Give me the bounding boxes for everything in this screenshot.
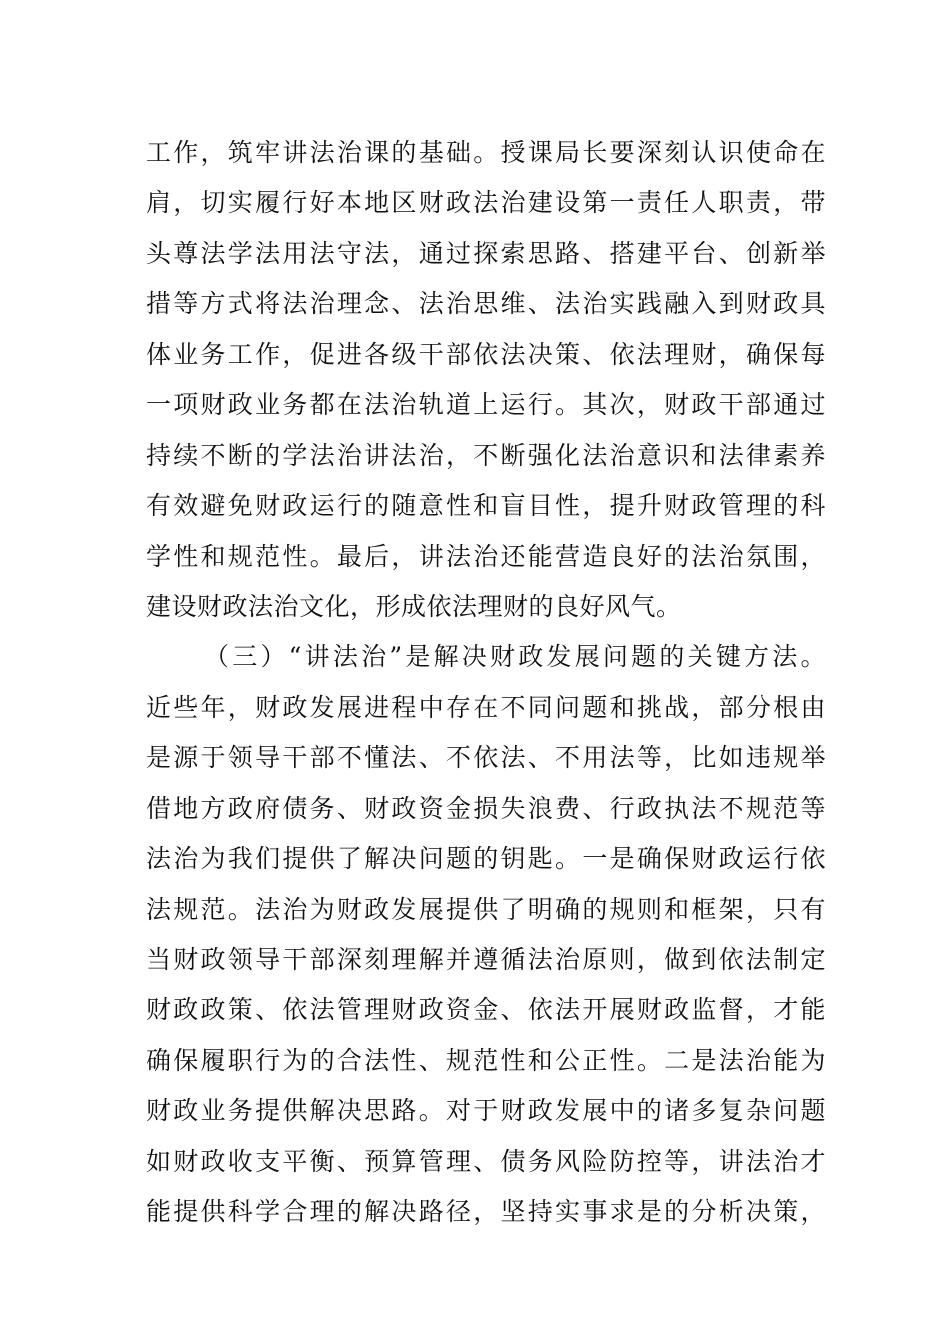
text-line: 确保履职行为的合法性、规范性和公正性。二是法治能为: [146, 1045, 826, 1075]
text-line: 学性和规范性。最后，讲法治还能营造良好的法治氛围，: [146, 541, 826, 571]
text-line: 肩，切实履行好本地区财政法治建设第一责任人职责，带: [146, 188, 826, 218]
text-line: 法治为我们提供了解决问题的钥匙。一是确保财政运行依: [146, 844, 826, 874]
text-line: 是源于领导干部不懂法、不依法、不用法等，比如违规举: [146, 743, 826, 773]
text-line: 持续不断的学法治讲法治，不断强化法治意识和法律素养: [146, 440, 826, 470]
text-line: 财政政策、依法管理财政资金、依法开展财政监督，才能: [146, 995, 826, 1025]
text-line: 如财政收支平衡、预算管理、债务风险防控等，讲法治才: [146, 1146, 826, 1176]
body-text: [146, 128, 826, 1238]
section-heading-line: （三）“讲法治”是解决财政发展问题的关键方法。: [204, 642, 826, 672]
text-line: 法规范。法治为财政发展提供了明确的规则和框架，只有: [146, 894, 826, 924]
text-line: 措等方式将法治理念、法治思维、法治实践融入到财政具: [146, 289, 826, 319]
text-line: 一项财政业务都在法治轨道上运行。其次，财政干部通过: [146, 390, 826, 420]
text-line: 当财政领导干部深刻理解并遵循法治原则，做到依法制定: [146, 945, 826, 974]
paragraph-end-line: 建设财政法治文化，形成依法理财的良好风气。: [146, 591, 682, 621]
text-line: 近些年，财政发展进程中存在不同问题和挑战，部分根由: [146, 692, 826, 722]
text-line: 能提供科学合理的解决路径，坚持实事求是的分析决策，: [146, 1197, 826, 1227]
text-line: 头尊法学法用法守法，通过探索思路、搭建平台、创新举: [146, 238, 826, 268]
text-line: 体业务工作，促进各级干部依法决策、依法理财，确保每: [146, 339, 826, 369]
text-line: 工作，筑牢讲法治课的基础。授课局长要深刻认识使命在: [146, 138, 826, 167]
text-line: 有效避免财政运行的随意性和盲目性，提升财政管理的科: [146, 491, 826, 521]
text-line: 借地方政府债务、财政资金损失浪费、行政执法不规范等: [146, 793, 826, 823]
text-line: 财政业务提供解决思路。对于财政发展中的诸多复杂问题: [146, 1096, 826, 1126]
